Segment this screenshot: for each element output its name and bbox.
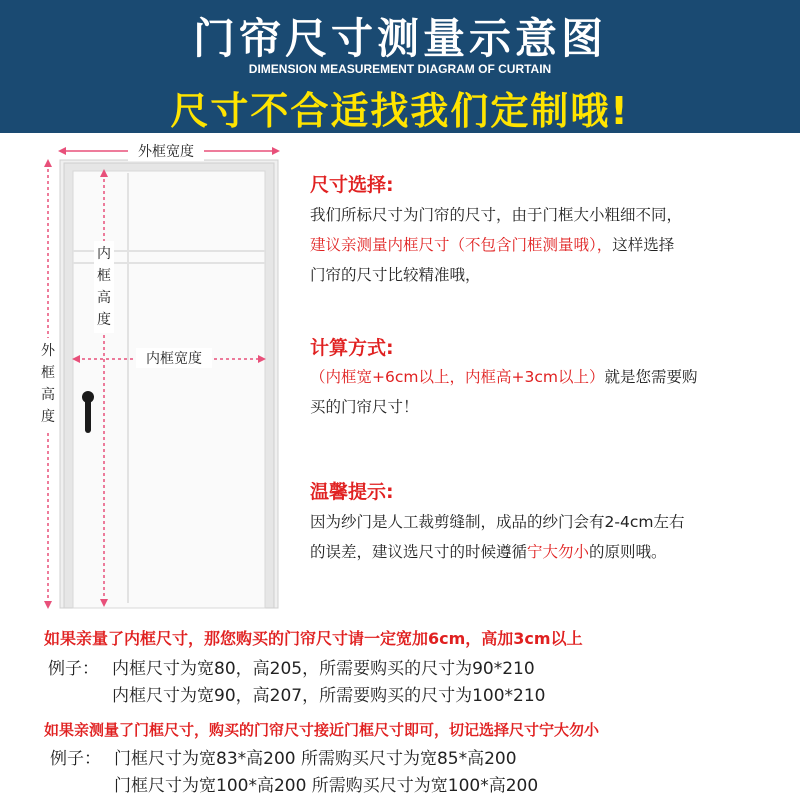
- size-choice-text: [310, 200, 790, 290]
- slogan: 尺寸不合适找我们定制哦!: [170, 89, 630, 133]
- outer-width-label: 外框宽度: [128, 141, 204, 161]
- size-choice-line3: 门帘的尺寸比较精准哦，: [310, 266, 481, 284]
- door-panel: [73, 171, 265, 608]
- tips-line2: 的误差，建议选尺寸的时候遵循宁大勿小的原则哦。: [310, 543, 667, 561]
- calc-formula: （内框宽+6cm以上，内框高+3cm以上）: [310, 368, 605, 386]
- note1-example1: 内框尺寸为宽80，高205，所需要购买的尺寸为90*210: [112, 659, 535, 679]
- calc-line1: [310, 362, 790, 392]
- calc-line1-rest: 就是您需要购: [604, 368, 698, 386]
- calc-title: 计算方式:: [310, 337, 394, 359]
- size-choice-line2-rest: 这样选择: [612, 236, 675, 254]
- note1-example2: 内框尺寸为宽90，高207，所需要购买的尺寸为100*210: [112, 686, 546, 706]
- size-choice-line2: [310, 230, 790, 260]
- size-choice-line1: 我们所标尺寸为门帘的尺寸，由于门框大小粗细不同，: [310, 206, 683, 224]
- page-title: 门帘尺寸测量示意图: [192, 14, 607, 63]
- inner-width-label: 内框宽度: [136, 348, 212, 368]
- note2-example-label: 例子：: [50, 749, 101, 769]
- note2-headline: 如果亲测量了门框尺寸，购买的门帘尺寸接近门框尺寸即可，切记选择尺寸宁大勿小: [44, 721, 600, 739]
- door-diagram: [0, 133, 300, 623]
- calc-text: [310, 362, 790, 422]
- outer-height-label: 外框高度: [38, 338, 58, 430]
- note1-headline: 如果亲量了内框尺寸，那您购买的门帘尺寸请一定宽加6cm，高加3cm以上: [44, 629, 583, 648]
- inner-height-label: 内框高度: [94, 241, 114, 333]
- tips-title: 温馨提示:: [310, 481, 394, 503]
- tips-line1: 因为纱门是人工裁剪缝制，成品的纱门会有2-4cm左右: [310, 513, 685, 531]
- tips-text: [310, 507, 790, 567]
- page-subtitle: DIMENSION MEASUREMENT DIAGRAM OF CURTAIN: [248, 62, 552, 76]
- note2-example1: 门框尺寸为宽83*高200 所需购买尺寸为宽85*高200: [114, 749, 517, 769]
- size-choice-advice: 建议亲测量内框尺寸（不包含门框测量哦），: [310, 236, 613, 254]
- note2-example2: 门框尺寸为宽100*高200 所需购买尺寸为宽100*高200: [114, 776, 539, 796]
- size-choice-title: 尺寸选择:: [310, 174, 394, 196]
- tips-principle: 宁大勿小: [527, 543, 590, 561]
- header-banner: [0, 0, 800, 133]
- calc-line2: 买的门帘尺寸！: [310, 398, 419, 416]
- note1-example-label: 例子：: [48, 659, 99, 679]
